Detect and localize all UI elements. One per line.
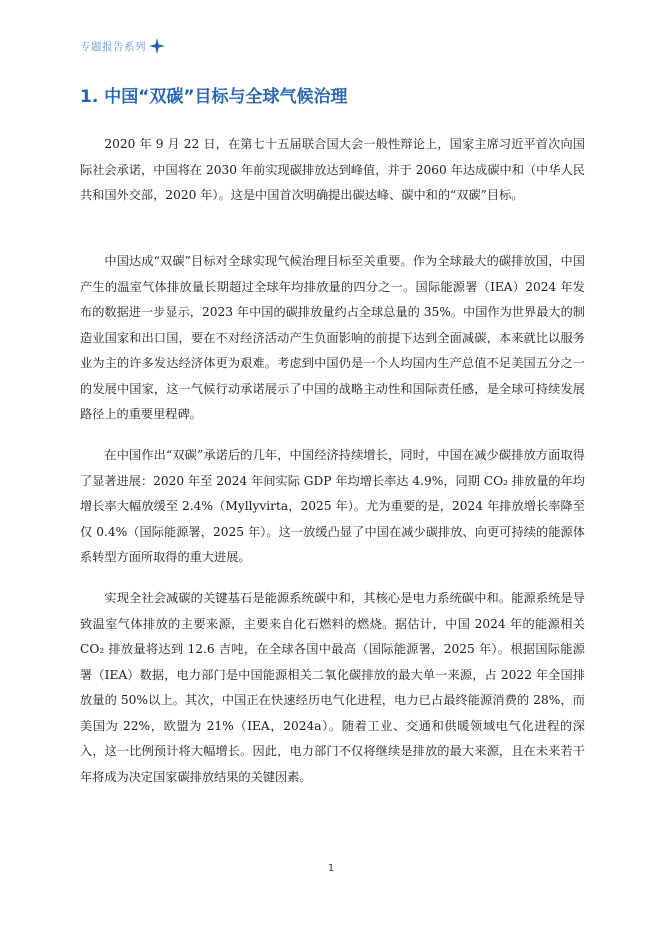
paragraph-2: 中国达成“双碳”目标对全球实现气候治理目标至关重要。作为全球最大的碳排放国，中国产生的温室气体排放量长期超过全球年均排放量的四分之一。国际能源署（IEA）2024 年发布的数据进一步显示，2023 年中国的碳排放量约占全球总量的 35%。中国作为世界最大的制造业国家和出口国，要在不对经济活动产生负面影响的前提下达到全面减碳，本来就比以服务业为主的许多发达经济体更为艰难。考虑到中国仍是一个人均国内生产总值不足美国五分之一的发展中国家，这一气候行动承诺展示了中国的战略主动性和国际责任感，是全球可持续发展路径上的重要里程碑。 bbox=[80, 254, 585, 421]
section-title: 1. 中国“双碳”目标与全球气候治理 bbox=[80, 87, 348, 107]
paragraph-3: 在中国作出“双碳”承诺后的几年，中国经济持续增长，同时，中国在减少碳排放方面取得了显著进展：2020 年至 2024 年间实际 GDP 年均增长率达 4.9%，同期 CO₂ 排放量的年均增长率大幅放缓至 2.4%（Myllyvirta，2025 年）。尤为重要的是，2024 年排放增长率降至仅 0.4%（国际能源署，2025 年）。这一放缓凸显了中国在减少碳排放、向更可持续的能源体系转型方面所取得的重大进展。 bbox=[80, 448, 585, 564]
paragraph-1: 2020 年 9 月 22 日，在第七十五届联合国大会一般性辩论上，国家主席习近平首次向国际社会承诺，中国将在 2030 年前实现碳排放达到峰值，并于 2060 年达成碳中和（中华人民共和国外交部，2020 年）。这是中国首次明确提出碳达峰、碳中和的“双碳”目标。 bbox=[80, 137, 585, 202]
four-point-star-icon bbox=[149, 38, 165, 54]
series-label-text: 专题报告系列 bbox=[80, 40, 146, 53]
report-series-label bbox=[80, 38, 165, 54]
paragraph-4: 实现全社会减碳的关键基石是能源系统碳中和，其核心是电力系统碳中和。能源系统是导致温室气体排放的主要来源，主要来自化石燃料的燃烧。据估计，中国 2024 年的能源相关 CO₂ 排放量将达到 12.6 吉吨，在全球各国中最高（国际能源署，2025 年）。根据国际能源署（IEA）数据，电力部门是中国能源相关二氧化碳排放的最大单一来源，占 2022 年全国排放量的 50%以上。其次，中国正在快速经历电气化进程，电力已占最终能源消费的 28%，而美国为 22%，欧盟为 21%（IEA，2024a）。随着工业、交通和供暖领域电气化进程的深入，这一比例预计将大幅增长。因此，电力部门不仅将继续是排放的最大来源，且在未来若干年将成为决定国家碳排放结果的关键因素。 bbox=[80, 591, 585, 784]
page-number: 1 bbox=[327, 863, 335, 874]
